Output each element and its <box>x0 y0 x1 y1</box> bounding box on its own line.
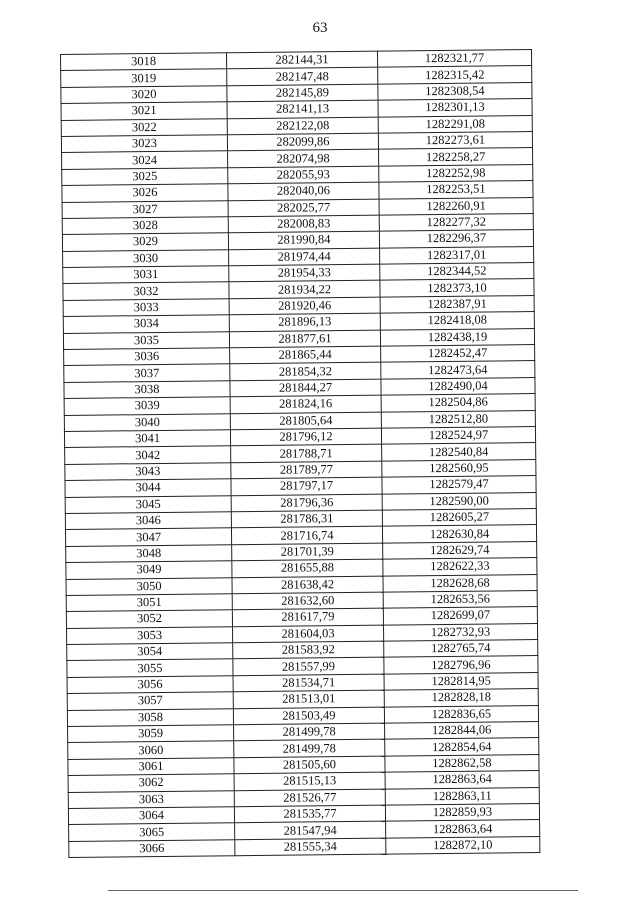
y-coordinate-cell: 1282629,74 <box>383 541 537 559</box>
x-coordinate-cell: 282055,93 <box>228 166 379 184</box>
y-coordinate-cell: 1282732,93 <box>383 623 537 641</box>
point-number-cell: 3052 <box>66 610 232 628</box>
x-coordinate-cell: 282145,89 <box>227 84 378 102</box>
y-coordinate-cell: 1282863,11 <box>385 787 539 805</box>
x-coordinate-cell: 282144,31 <box>226 51 377 69</box>
y-coordinate-cell: 1282473,64 <box>381 361 535 379</box>
point-number-cell: 3062 <box>68 774 234 792</box>
x-coordinate-cell: 281632,60 <box>232 592 383 610</box>
point-number-cell: 3060 <box>68 741 234 759</box>
point-number-cell: 3061 <box>68 758 234 776</box>
y-coordinate-cell: 1282308,54 <box>378 82 532 100</box>
point-number-cell: 3064 <box>68 807 234 825</box>
y-coordinate-cell: 1282560,95 <box>382 459 536 477</box>
x-coordinate-cell: 281716,74 <box>231 526 382 544</box>
y-coordinate-cell: 1282321,77 <box>377 50 531 68</box>
x-coordinate-cell: 282025,77 <box>228 199 379 217</box>
y-coordinate-cell: 1282590,00 <box>382 492 536 510</box>
y-coordinate-cell: 1282524,97 <box>381 427 535 445</box>
y-coordinate-cell: 1282828,18 <box>384 689 538 707</box>
x-coordinate-cell: 281499,78 <box>234 740 385 758</box>
point-number-cell: 3038 <box>64 381 230 399</box>
x-coordinate-cell: 281844,27 <box>230 379 381 397</box>
y-coordinate-cell: 1282872,10 <box>386 836 540 854</box>
page-number: 63 <box>312 20 328 36</box>
x-coordinate-cell: 282099,86 <box>227 133 378 151</box>
y-coordinate-cell: 1282373,10 <box>380 279 534 297</box>
y-coordinate-cell: 1282512,80 <box>381 410 535 428</box>
y-coordinate-cell: 1282863,64 <box>385 771 539 789</box>
x-coordinate-cell: 281954,33 <box>229 264 380 282</box>
point-number-cell: 3043 <box>65 462 231 480</box>
y-coordinate-cell: 1282452,47 <box>381 345 535 363</box>
point-number-cell: 3055 <box>67 659 233 677</box>
x-coordinate-cell: 281557,99 <box>233 658 384 676</box>
point-number-cell: 3033 <box>63 299 229 317</box>
point-number-cell: 3030 <box>63 249 229 267</box>
y-coordinate-cell: 1282344,52 <box>380 263 534 281</box>
coordinates-table <box>60 49 540 858</box>
y-coordinate-cell: 1282273,61 <box>378 132 532 150</box>
point-number-cell: 3042 <box>65 446 231 464</box>
y-coordinate-cell: 1282418,08 <box>380 312 534 330</box>
y-coordinate-cell: 1282630,84 <box>382 525 536 543</box>
y-coordinate-cell: 1282540,84 <box>382 443 536 461</box>
x-coordinate-cell: 281786,31 <box>231 510 382 528</box>
y-coordinate-cell: 1282317,01 <box>380 246 534 264</box>
x-coordinate-cell: 281796,12 <box>230 428 381 446</box>
y-coordinate-cell: 1282252,98 <box>379 164 533 182</box>
point-number-cell: 3039 <box>64 397 230 415</box>
point-number-cell: 3040 <box>64 413 230 431</box>
x-coordinate-cell: 281896,13 <box>229 313 380 331</box>
y-coordinate-cell: 1282653,56 <box>383 590 537 608</box>
y-coordinate-cell: 1282836,65 <box>384 705 538 723</box>
point-number-cell: 3036 <box>64 348 230 366</box>
point-number-cell: 3054 <box>67 643 233 661</box>
y-coordinate-cell: 1282438,19 <box>380 328 534 346</box>
coordinates-table-wrapper <box>60 49 540 858</box>
point-number-cell: 3018 <box>61 53 227 71</box>
point-number-cell: 3023 <box>61 135 227 153</box>
x-coordinate-cell: 281534,71 <box>233 674 384 692</box>
point-number-cell: 3035 <box>63 331 229 349</box>
point-number-cell: 3050 <box>66 577 232 595</box>
y-coordinate-cell: 1282387,91 <box>380 295 534 313</box>
y-coordinate-cell: 1282504,86 <box>381 394 535 412</box>
x-coordinate-cell: 282147,48 <box>227 68 378 86</box>
x-coordinate-cell: 282040,06 <box>228 182 379 200</box>
point-number-cell: 3058 <box>67 708 233 726</box>
y-coordinate-cell: 1282258,27 <box>379 148 533 166</box>
point-number-cell: 3024 <box>62 151 228 169</box>
point-number-cell: 3048 <box>66 544 232 562</box>
x-coordinate-cell: 281934,22 <box>229 281 380 299</box>
point-number-cell: 3063 <box>68 790 234 808</box>
point-number-cell: 3021 <box>61 102 227 120</box>
x-coordinate-cell: 281513,01 <box>233 690 384 708</box>
x-coordinate-cell: 281797,17 <box>231 477 382 495</box>
y-coordinate-cell: 1282490,04 <box>381 377 535 395</box>
x-coordinate-cell: 281824,16 <box>230 395 381 413</box>
x-coordinate-cell: 282074,98 <box>228 150 379 168</box>
x-coordinate-cell: 281865,44 <box>230 346 381 364</box>
x-coordinate-cell: 281505,60 <box>234 756 385 774</box>
x-coordinate-cell: 281877,61 <box>229 330 380 348</box>
y-coordinate-cell: 1282301,13 <box>378 99 532 117</box>
point-number-cell: 3049 <box>66 561 232 579</box>
x-coordinate-cell: 281788,71 <box>231 445 382 463</box>
y-coordinate-cell: 1282628,68 <box>383 574 537 592</box>
x-coordinate-cell: 281655,88 <box>232 559 383 577</box>
point-number-cell: 3028 <box>62 217 228 235</box>
point-number-cell: 3019 <box>61 69 227 87</box>
y-coordinate-cell: 1282765,74 <box>384 640 538 658</box>
x-coordinate-cell: 281499,78 <box>234 723 385 741</box>
y-coordinate-cell: 1282862,58 <box>385 754 539 772</box>
x-coordinate-cell: 281617,79 <box>232 608 383 626</box>
x-coordinate-cell: 281990,84 <box>228 231 379 249</box>
y-coordinate-cell: 1282291,08 <box>378 115 532 133</box>
point-number-cell: 3044 <box>65 479 231 497</box>
x-coordinate-cell: 281526,77 <box>234 789 385 807</box>
point-number-cell: 3066 <box>69 839 235 857</box>
y-coordinate-cell: 1282622,33 <box>383 558 537 576</box>
x-coordinate-cell: 281547,94 <box>235 821 386 839</box>
y-coordinate-cell: 1282579,47 <box>382 476 536 494</box>
y-coordinate-cell: 1282253,51 <box>379 181 533 199</box>
point-number-cell: 3031 <box>63 266 229 284</box>
x-coordinate-cell: 281974,44 <box>229 248 380 266</box>
x-coordinate-cell: 281789,77 <box>231 461 382 479</box>
point-number-cell: 3047 <box>65 528 231 546</box>
x-coordinate-cell: 281535,77 <box>234 805 385 823</box>
y-coordinate-cell: 1282854,64 <box>385 738 539 756</box>
y-coordinate-cell: 1282315,42 <box>378 66 532 84</box>
y-coordinate-cell: 1282796,96 <box>384 656 538 674</box>
x-coordinate-cell: 281796,36 <box>231 494 382 512</box>
y-coordinate-cell: 1282859,93 <box>385 803 539 821</box>
point-number-cell: 3046 <box>65 512 231 530</box>
point-number-cell: 3051 <box>66 594 232 612</box>
point-number-cell: 3056 <box>67 676 233 694</box>
coordinates-table-body <box>61 50 540 858</box>
point-number-cell: 3029 <box>62 233 228 251</box>
point-number-cell: 3059 <box>68 725 234 743</box>
x-coordinate-cell: 281805,64 <box>230 412 381 430</box>
point-number-cell: 3037 <box>64 364 230 382</box>
x-coordinate-cell: 281854,32 <box>230 363 381 381</box>
point-number-cell: 3022 <box>61 118 227 136</box>
x-coordinate-cell: 282008,83 <box>228 215 379 233</box>
x-coordinate-cell: 281503,49 <box>233 707 384 725</box>
point-number-cell: 3053 <box>67 626 233 644</box>
y-coordinate-cell: 1282863,64 <box>386 820 540 838</box>
x-coordinate-cell: 281920,46 <box>229 297 380 315</box>
y-coordinate-cell: 1282296,37 <box>379 230 533 248</box>
x-coordinate-cell: 281638,42 <box>232 576 383 594</box>
point-number-cell: 3034 <box>63 315 229 333</box>
y-coordinate-cell: 1282814,95 <box>384 672 538 690</box>
bottom-rule <box>108 890 578 891</box>
point-number-cell: 3065 <box>69 823 235 841</box>
x-coordinate-cell: 281701,39 <box>232 543 383 561</box>
point-number-cell: 3026 <box>62 184 228 202</box>
x-coordinate-cell: 281515,13 <box>234 772 385 790</box>
point-number-cell: 3020 <box>61 86 227 104</box>
y-coordinate-cell: 1282260,91 <box>379 197 533 215</box>
y-coordinate-cell: 1282277,32 <box>379 213 533 231</box>
x-coordinate-cell: 281555,34 <box>235 838 386 856</box>
point-number-cell: 3025 <box>62 167 228 185</box>
point-number-cell: 3041 <box>64 430 230 448</box>
point-number-cell: 3045 <box>65 495 231 513</box>
y-coordinate-cell: 1282699,07 <box>383 607 537 625</box>
point-number-cell: 3032 <box>63 282 229 300</box>
x-coordinate-cell: 281604,03 <box>233 625 384 643</box>
x-coordinate-cell: 281583,92 <box>233 641 384 659</box>
x-coordinate-cell: 282122,08 <box>227 117 378 135</box>
y-coordinate-cell: 1282605,27 <box>382 508 536 526</box>
point-number-cell: 3057 <box>67 692 233 710</box>
point-number-cell: 3027 <box>62 200 228 218</box>
x-coordinate-cell: 282141,13 <box>227 100 378 118</box>
y-coordinate-cell: 1282844,06 <box>385 722 539 740</box>
